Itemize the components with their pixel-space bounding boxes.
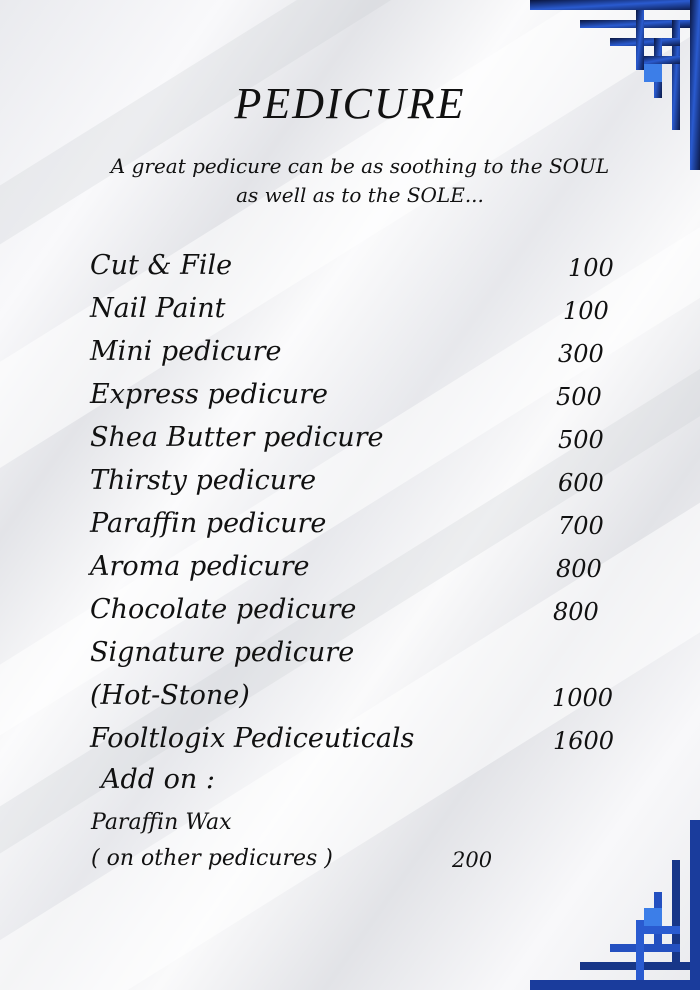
service-price: 100 — [563, 297, 609, 325]
service-price: 800 — [553, 598, 599, 626]
service-price: 500 — [558, 426, 604, 454]
service-name: Cut & File — [90, 250, 233, 281]
service-price: 800 — [556, 555, 602, 583]
service-name: Mini pedicure — [90, 336, 282, 367]
service-name: Paraffin pedicure — [90, 508, 327, 539]
addon-price: 200 — [452, 848, 493, 872]
service-name: Shea Butter pedicure — [90, 422, 384, 453]
service-name: Signature pedicure — [90, 637, 355, 668]
service-price: 500 — [556, 383, 602, 411]
service-name: Thirsty pedicure — [90, 465, 317, 496]
service-price: 1600 — [553, 727, 615, 755]
addon-heading: Add on : — [101, 764, 215, 795]
service-price: 700 — [558, 512, 604, 540]
service-price: 1000 — [552, 684, 614, 712]
addon-item-note: ( on other pedicures ) — [91, 846, 333, 871]
service-price: 300 — [558, 340, 604, 368]
service-name: Aroma pedicure — [90, 551, 310, 582]
service-name: Express pedicure — [90, 379, 328, 410]
service-price: 100 — [568, 254, 614, 282]
service-name: Chocolate pedicure — [90, 594, 357, 625]
service-name: (Hot-Stone) — [90, 680, 250, 711]
page-title: PEDICURE — [234, 79, 466, 128]
addon-item-name: Paraffin Wax — [91, 810, 232, 835]
tagline-line-2: as well as to the SOLE... — [236, 183, 484, 207]
tagline-line-1: A great pedicure can be as soothing to the SOUL — [110, 154, 610, 178]
corner-ornament-bottom-right — [530, 820, 700, 990]
service-name: Fooltlogix Pediceuticals — [90, 723, 415, 754]
service-name: Nail Paint — [90, 293, 226, 324]
service-price: 600 — [558, 469, 604, 497]
